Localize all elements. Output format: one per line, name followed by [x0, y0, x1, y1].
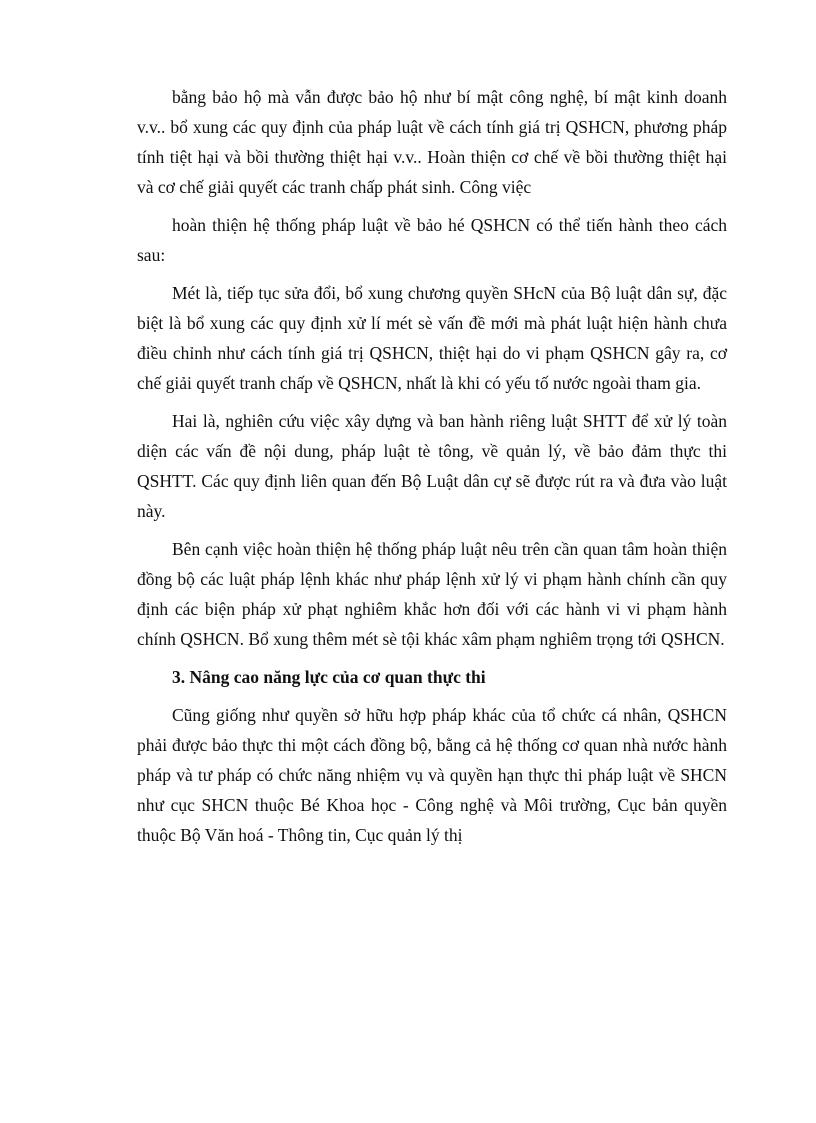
paragraph-continuation: bằng bảo hộ mà vẫn được bảo hộ như bí mật công nghệ, bí mật kinh doanh v.v.. bổ xung các quy định của pháp luật về cách tính giá trị QSHCN, phương pháp tính tiệt hại và bồi thường thiệt hại v.v.. Hoàn thiện cơ chế về bồi thường thiệt hại và cơ chế giải quyết các tranh chấp phát sinh. Công việc — [137, 87, 727, 197]
paragraph-related-laws: Bên cạnh việc hoàn thiện hệ thống pháp luật nêu trên cần quan tâm hoàn thiện đồng bộ các luật pháp lệnh khác như pháp lệnh xử lý vi phạm hành chính cần quy định các biện pháp xử phạt nghiêm khắc hơn đối với các hành vi vi phạm hành chính QSHCN. Bổ xung thêm mét sè tội khác xâm phạm nghiêm trọng tới QSHCN. — [137, 539, 727, 649]
paragraph-second-point: Hai là, nghiên cứu việc xây dựng và ban hành riêng luật SHTT để xử lý toàn diện các vấn đề nội dung, pháp luật tè tông, về quản lý, về bảo đảm thực thi QSHTT. Các quy định liên quan đến Bộ Luật dân cự sẽ được rút ra và đưa vào luật này. — [137, 411, 727, 521]
paragraph-method-intro: hoàn thiện hệ thống pháp luật về bảo hé QSHCN có thể tiến hành theo cách sau: — [137, 215, 727, 265]
paragraph-first-point: Mét là, tiếp tục sửa đổi, bổ xung chương quyền SHcN của Bộ luật dân sự, đặc biệt là bổ xung các quy định xử lí mét sè vấn đề mới mà phát luật hiện hành chưa điều chỉnh như cách tính giá trị QSHCN, thiệt hại do vi phạm QSHCN gây ra, cơ chế giải quyết tranh chấp về QSHCN, nhất là khi có yếu tố nước ngoài tham gia. — [137, 283, 727, 393]
document-page — [137, 82, 727, 858]
section-heading: 3. Nâng cao năng lực của cơ quan thực thi — [172, 667, 486, 687]
paragraph-enforcement: Cũng giống như quyền sở hữu hợp pháp khác của tổ chức cá nhân, QSHCN phải được bảo thực thi một cách đồng bộ, bằng cả hệ thống cơ quan nhà nước hành pháp và tư pháp có chức năng nhiệm vụ và quyền hạn thực thi pháp luật về SHCN như cục SHCN thuộc Bé Khoa học - Công nghệ và Môi trường, Cục bản quyền thuộc Bộ Văn hoá - Thông tin, Cục quản lý thị — [137, 705, 727, 845]
